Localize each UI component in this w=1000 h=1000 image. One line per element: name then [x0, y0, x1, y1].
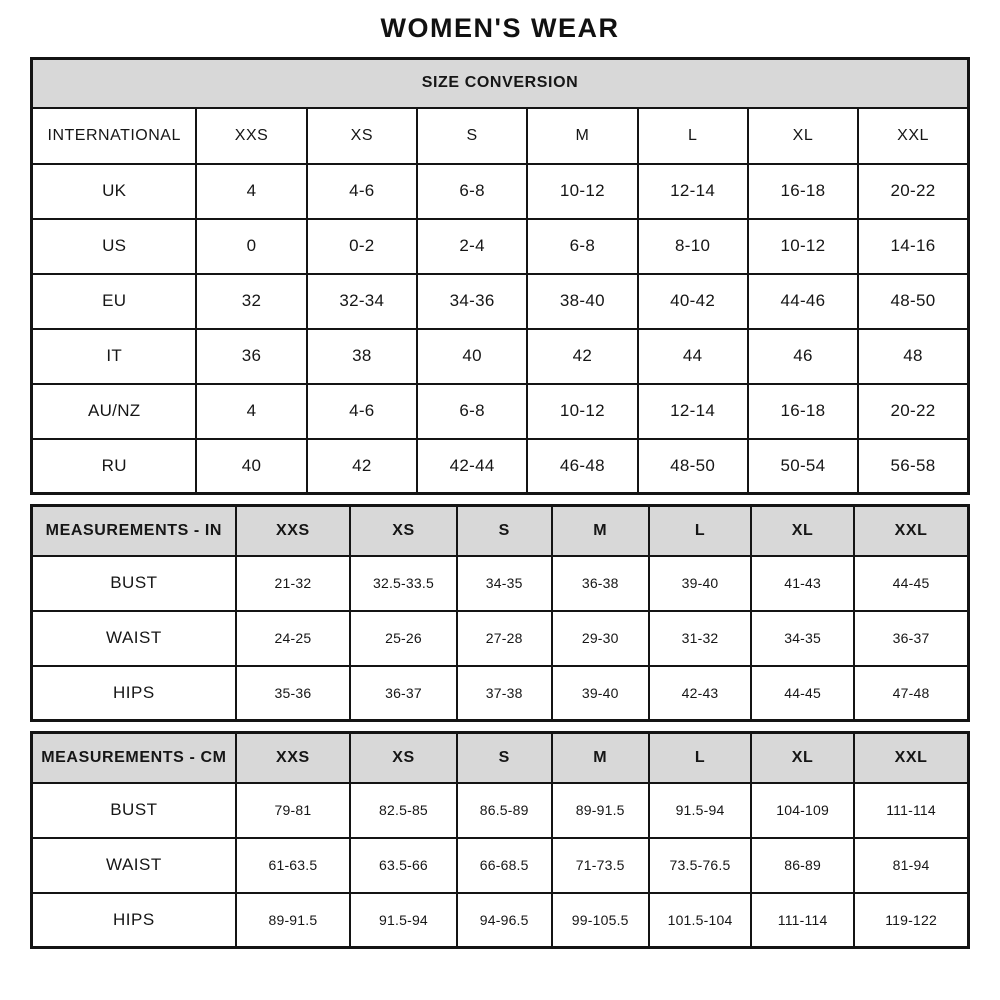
measurement-value: 21-32	[236, 556, 350, 611]
measurement-value: 36-37	[854, 611, 968, 666]
size-value: 0	[196, 219, 306, 274]
row-label-bust: BUST	[32, 556, 236, 611]
size-conversion-title: SIZE CONVERSION	[32, 59, 969, 108]
table-band-header-row	[32, 59, 969, 108]
size-value: 4-6	[307, 384, 417, 439]
size-value: 46-48	[527, 439, 637, 494]
column-header-size: XL	[751, 506, 854, 556]
column-header-size: L	[649, 506, 751, 556]
measurement-value: 36-38	[552, 556, 649, 611]
row-label-aunz: AU/NZ	[32, 384, 197, 439]
column-header-size: M	[552, 733, 649, 783]
size-value: 2-4	[417, 219, 527, 274]
size-value: 34-36	[417, 274, 527, 329]
table-row	[32, 783, 969, 838]
measurement-value: 71-73.5	[552, 838, 649, 893]
size-value: 40-42	[638, 274, 748, 329]
column-header-size: XXL	[854, 733, 968, 783]
column-header-size: XL	[751, 733, 854, 783]
column-header-international: INTERNATIONAL	[32, 108, 197, 164]
measurements-cm-table	[30, 731, 970, 949]
size-value: 56-58	[858, 439, 968, 494]
size-value: 16-18	[748, 164, 858, 219]
measurement-value: 37-38	[457, 666, 552, 721]
size-value: 4-6	[307, 164, 417, 219]
measurement-value: 25-26	[350, 611, 457, 666]
row-label-us: US	[32, 219, 197, 274]
measurements-cm-header-row	[32, 733, 969, 783]
measurement-value: 44-45	[854, 556, 968, 611]
measurement-value: 94-96.5	[457, 893, 552, 948]
row-label-waist: WAIST	[32, 838, 236, 893]
size-value: 44-46	[748, 274, 858, 329]
measurement-value: 34-35	[457, 556, 552, 611]
measurements-in-table	[30, 504, 970, 722]
measurement-value: 47-48	[854, 666, 968, 721]
size-conversion-table	[30, 57, 970, 495]
measurement-value: 111-114	[854, 783, 968, 838]
column-header-size: S	[457, 506, 552, 556]
measurement-value: 101.5-104	[649, 893, 751, 948]
measurement-value: 86.5-89	[457, 783, 552, 838]
measurement-value: 89-91.5	[236, 893, 350, 948]
row-label-waist: WAIST	[32, 611, 236, 666]
size-value: 12-14	[638, 384, 748, 439]
size-value: 42	[527, 329, 637, 384]
table-row	[32, 329, 969, 384]
row-label-bust: BUST	[32, 783, 236, 838]
size-value: 38-40	[527, 274, 637, 329]
table-row	[32, 384, 969, 439]
size-value: 48-50	[638, 439, 748, 494]
size-value: 44	[638, 329, 748, 384]
measurement-value: 44-45	[751, 666, 854, 721]
size-value: 10-12	[748, 219, 858, 274]
size-value: 32-34	[307, 274, 417, 329]
column-header-size: S	[457, 733, 552, 783]
measurement-value: 66-68.5	[457, 838, 552, 893]
size-value: 6-8	[527, 219, 637, 274]
size-value: 40	[196, 439, 306, 494]
measurement-value: 32.5-33.5	[350, 556, 457, 611]
column-header-size: XXS	[196, 108, 306, 164]
size-value: 10-12	[527, 384, 637, 439]
size-value: 48	[858, 329, 968, 384]
size-value: 8-10	[638, 219, 748, 274]
table-row	[32, 274, 969, 329]
row-label-hips: HIPS	[32, 666, 236, 721]
measurement-value: 79-81	[236, 783, 350, 838]
measurement-value: 91.5-94	[350, 893, 457, 948]
row-label-ru: RU	[32, 439, 197, 494]
column-header-size: L	[649, 733, 751, 783]
measurement-value: 82.5-85	[350, 783, 457, 838]
row-label-it: IT	[32, 329, 197, 384]
size-value: 42	[307, 439, 417, 494]
measurement-value: 29-30	[552, 611, 649, 666]
measurement-value: 34-35	[751, 611, 854, 666]
size-value: 42-44	[417, 439, 527, 494]
size-value: 16-18	[748, 384, 858, 439]
measurement-value: 31-32	[649, 611, 751, 666]
size-value: 46	[748, 329, 858, 384]
column-header-size: M	[527, 108, 637, 164]
column-header-size: L	[638, 108, 748, 164]
measurements-in-header-row	[32, 506, 969, 556]
table-row	[32, 164, 969, 219]
table-row	[32, 439, 969, 494]
measurement-value: 61-63.5	[236, 838, 350, 893]
size-value: 12-14	[638, 164, 748, 219]
column-header-size: XXS	[236, 506, 350, 556]
size-value: 48-50	[858, 274, 968, 329]
column-header-size: XS	[307, 108, 417, 164]
column-header-row	[32, 108, 969, 164]
column-header-size: XL	[748, 108, 858, 164]
column-header-size: XS	[350, 506, 457, 556]
column-header-size: XXL	[858, 108, 968, 164]
size-value: 10-12	[527, 164, 637, 219]
size-value: 4	[196, 164, 306, 219]
size-value: 6-8	[417, 384, 527, 439]
size-value: 20-22	[858, 164, 968, 219]
column-header-size: M	[552, 506, 649, 556]
size-value: 20-22	[858, 384, 968, 439]
measurement-value: 73.5-76.5	[649, 838, 751, 893]
measurements-in-title: MEASUREMENTS - IN	[32, 506, 236, 556]
size-value: 32	[196, 274, 306, 329]
row-label-eu: EU	[32, 274, 197, 329]
measurement-value: 119-122	[854, 893, 968, 948]
table-row	[32, 219, 969, 274]
measurement-value: 63.5-66	[350, 838, 457, 893]
column-header-size: S	[417, 108, 527, 164]
table-row	[32, 666, 969, 721]
measurement-value: 41-43	[751, 556, 854, 611]
measurement-value: 86-89	[751, 838, 854, 893]
table-row	[32, 556, 969, 611]
size-value: 36	[196, 329, 306, 384]
size-value: 50-54	[748, 439, 858, 494]
row-label-uk: UK	[32, 164, 197, 219]
measurement-value: 91.5-94	[649, 783, 751, 838]
table-row	[32, 611, 969, 666]
table-row	[32, 838, 969, 893]
page-title: WOMEN'S WEAR	[380, 13, 620, 43]
size-value: 40	[417, 329, 527, 384]
column-header-size: XXL	[854, 506, 968, 556]
size-value: 0-2	[307, 219, 417, 274]
measurement-value: 42-43	[649, 666, 751, 721]
measurement-value: 39-40	[552, 666, 649, 721]
column-header-size: XS	[350, 733, 457, 783]
measurement-value: 111-114	[751, 893, 854, 948]
measurement-value: 36-37	[350, 666, 457, 721]
measurement-value: 24-25	[236, 611, 350, 666]
table-row	[32, 893, 969, 948]
measurement-value: 35-36	[236, 666, 350, 721]
measurement-value: 27-28	[457, 611, 552, 666]
measurements-cm-title: MEASUREMENTS - CM	[32, 733, 236, 783]
size-value: 4	[196, 384, 306, 439]
measurement-value: 81-94	[854, 838, 968, 893]
measurement-value: 99-105.5	[552, 893, 649, 948]
measurement-value: 39-40	[649, 556, 751, 611]
row-label-hips: HIPS	[32, 893, 236, 948]
measurement-value: 104-109	[751, 783, 854, 838]
size-value: 6-8	[417, 164, 527, 219]
measurement-value: 89-91.5	[552, 783, 649, 838]
column-header-size: XXS	[236, 733, 350, 783]
size-value: 38	[307, 329, 417, 384]
size-value: 14-16	[858, 219, 968, 274]
